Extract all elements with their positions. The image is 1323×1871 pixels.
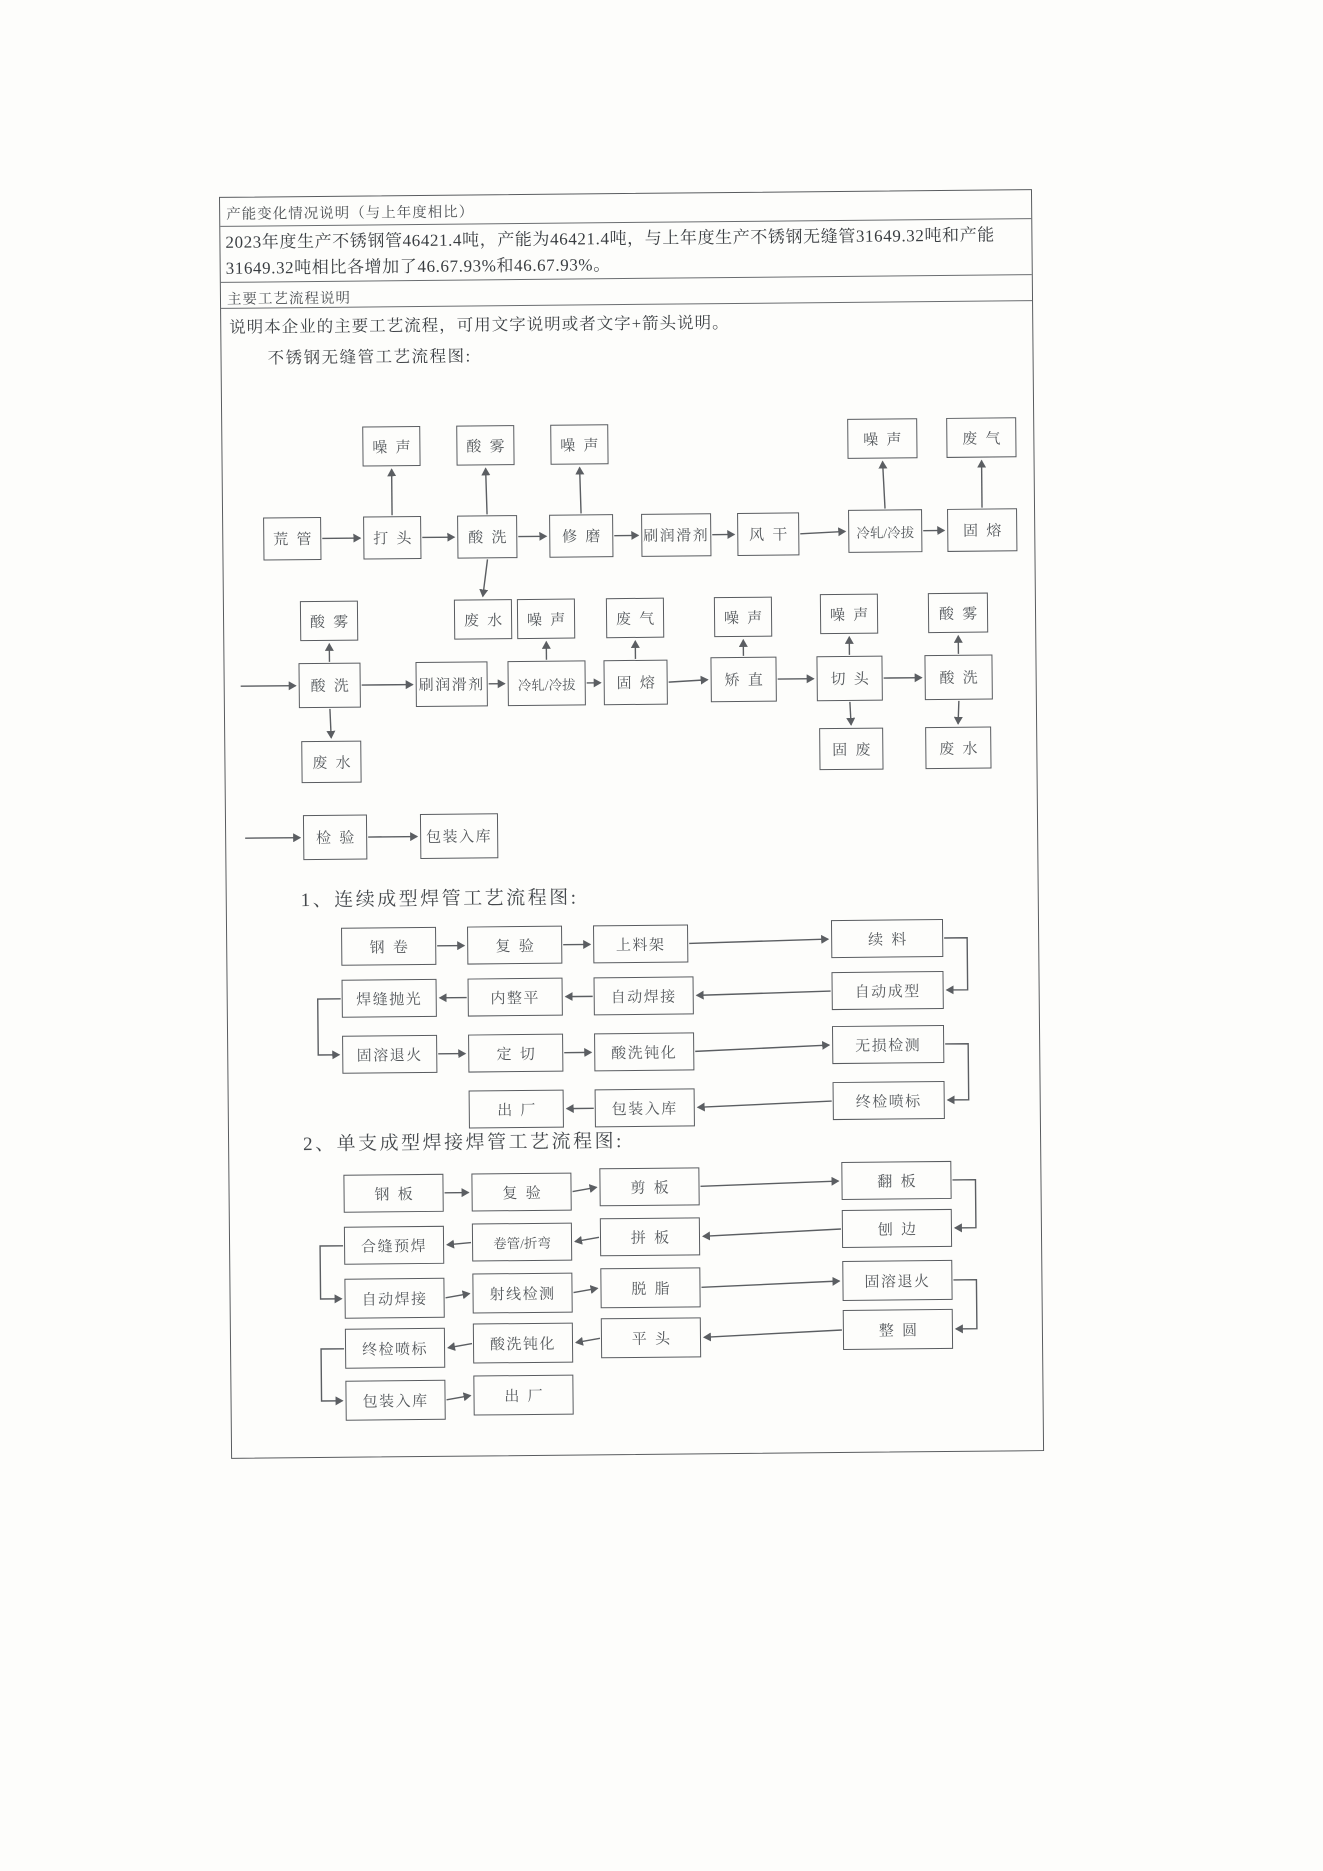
flow-node-seamless-pipe-jy: 检验 xyxy=(303,815,367,861)
flow-node-seamless-pipe-sx3: 酸洗 xyxy=(924,655,992,701)
flow-node-seamless-pipe-zs2: 噪声 xyxy=(550,424,608,465)
flow-node-seamless-pipe-shj2: 刷润滑剂 xyxy=(415,661,487,707)
process-intro-text: 说明本企业的主要工艺流程，可用文字说明或者文字+箭头说明。 xyxy=(229,313,730,337)
flow-node-single-welded-hfyh: 合缝预焊 xyxy=(344,1226,444,1265)
process-flow-cell xyxy=(221,301,1033,374)
flow-node-continuous-welded-gj: 钢卷 xyxy=(341,927,436,966)
flow-node-seamless-pipe-sw1: 酸雾 xyxy=(456,425,514,466)
flow-node-seamless-pipe-zs6: 噪声 xyxy=(820,594,878,635)
capacity-change-text: 2023年度生产不锈钢管46421.4吨，产能为46421.4吨，与上年度生产不锈钢无缝管31649.32吨和产能31649.32吨相比各增加了46.67.93%和46.67.93%。 xyxy=(220,219,1032,283)
flow-node-continuous-welded-zdcx: 自动成型 xyxy=(831,971,943,1010)
flow-node-seamless-pipe-jz: 矫直 xyxy=(710,657,776,703)
flow-node-single-welded-bzrk3: 包装入库 xyxy=(345,1380,445,1421)
flow-node-single-welded-gb: 钢板 xyxy=(343,1174,443,1213)
flow-node-single-welded-pt: 平头 xyxy=(601,1317,701,1358)
flow-node-single-welded-zy: 整圆 xyxy=(843,1309,953,1350)
flow-node-continuous-welded-fy: 复验 xyxy=(467,926,562,965)
section2-title: 2、单支成型焊接焊管工艺流程图: xyxy=(303,1131,624,1156)
flow-node-seamless-pipe-gr2: 固熔 xyxy=(603,660,667,706)
flow-node-seamless-pipe-sx1: 酸洗 xyxy=(457,515,517,559)
flow-node-seamless-pipe-fg: 风干 xyxy=(737,512,799,556)
flow-node-continuous-welded-nzp: 内整平 xyxy=(468,978,563,1017)
flow-node-seamless-pipe-dt: 打头 xyxy=(363,516,421,560)
seamless-flow-title: 不锈钢无缝管工艺流程图: xyxy=(267,346,472,368)
flow-node-seamless-pipe-sx2: 酸洗 xyxy=(298,663,360,709)
flow-node-single-welded-zjpb2: 终检喷标 xyxy=(345,1328,445,1369)
flow-node-single-welded-sxdh2: 酸洗钝化 xyxy=(473,1323,573,1364)
flow-node-seamless-pipe-gf: 固废 xyxy=(819,728,883,771)
flow-node-seamless-pipe-hg: 荒管 xyxy=(263,517,321,561)
flow-node-single-welded-bb: 刨边 xyxy=(842,1209,952,1248)
flow-node-single-welded-ggzw: 卷管/折弯 xyxy=(472,1223,572,1262)
flow-node-seamless-pipe-sw3: 酸雾 xyxy=(928,593,988,634)
flow-node-seamless-pipe-zs4: 噪声 xyxy=(517,599,575,640)
flow-node-single-welded-fy2: 复验 xyxy=(471,1173,571,1212)
flow-node-seamless-pipe-sw2: 酸雾 xyxy=(300,601,358,642)
process-flow-header: 主要工艺流程说明 xyxy=(221,275,1032,309)
flow-node-seamless-pipe-zs1: 噪声 xyxy=(362,426,420,467)
flow-node-single-welded-zdhj2: 自动焊接 xyxy=(344,1278,444,1319)
flow-node-single-welded-sxjc: 射线检测 xyxy=(472,1273,572,1314)
flow-node-continuous-welded-cc: 出厂 xyxy=(469,1090,564,1129)
section1-title: 1、连续成型焊管工艺流程图: xyxy=(300,887,579,912)
flow-node-continuous-welded-sxdh: 酸洗钝化 xyxy=(594,1032,694,1071)
capacity-change-header: 产能变化情况说明（与上年度相比） xyxy=(220,190,1031,227)
flow-node-seamless-pipe-xm: 修磨 xyxy=(549,514,613,558)
flow-node-seamless-pipe-fq1: 废气 xyxy=(946,417,1016,458)
flow-node-seamless-pipe-fs3: 废水 xyxy=(925,727,991,770)
flow-node-single-welded-pb: 拼板 xyxy=(600,1217,700,1256)
flow-node-continuous-welded-dq: 定切 xyxy=(468,1034,563,1073)
flow-node-single-welded-tz: 脱脂 xyxy=(600,1267,700,1308)
flow-node-continuous-welded-zjpb: 终检喷标 xyxy=(833,1081,945,1120)
flow-node-continuous-welded-grth: 固溶退火 xyxy=(342,1035,437,1074)
flow-node-single-welded-fb: 翻板 xyxy=(841,1161,951,1200)
flow-node-seamless-pipe-gr1: 固熔 xyxy=(947,508,1017,552)
flow-node-seamless-pipe-bzrk: 包装入库 xyxy=(420,813,498,859)
flow-node-continuous-welded-slj: 上料架 xyxy=(593,924,688,963)
flow-node-seamless-pipe-fs1: 废水 xyxy=(454,599,512,640)
flow-node-continuous-welded-zdhj: 自动焊接 xyxy=(594,976,694,1015)
flow-node-seamless-pipe-fq2: 废气 xyxy=(606,598,664,639)
flow-node-single-welded-grth2: 固溶退火 xyxy=(842,1260,952,1301)
flow-node-continuous-welded-bzrk2: 包装入库 xyxy=(595,1088,695,1127)
flow-node-continuous-welded-hfpg: 焊缝抛光 xyxy=(342,979,437,1018)
flow-node-seamless-pipe-fs2: 废水 xyxy=(301,741,361,784)
flow-node-seamless-pipe-qt: 切头 xyxy=(816,656,882,702)
flow-node-single-welded-jb: 剪板 xyxy=(599,1167,699,1206)
flow-node-seamless-pipe-lz1: 冷轧/冷拔 xyxy=(848,509,922,553)
flow-node-seamless-pipe-zs3: 噪声 xyxy=(847,418,917,459)
flow-node-seamless-pipe-shj1: 刷润滑剂 xyxy=(641,513,711,557)
flow-node-seamless-pipe-lz2: 冷轧/冷拔 xyxy=(507,660,585,706)
flow-node-single-welded-cc2: 出厂 xyxy=(473,1375,573,1416)
flow-node-continuous-welded-wsjc: 无损检测 xyxy=(832,1025,944,1064)
flow-node-continuous-welded-xl: 续料 xyxy=(831,919,943,958)
flow-node-seamless-pipe-zs5: 噪声 xyxy=(714,597,772,638)
